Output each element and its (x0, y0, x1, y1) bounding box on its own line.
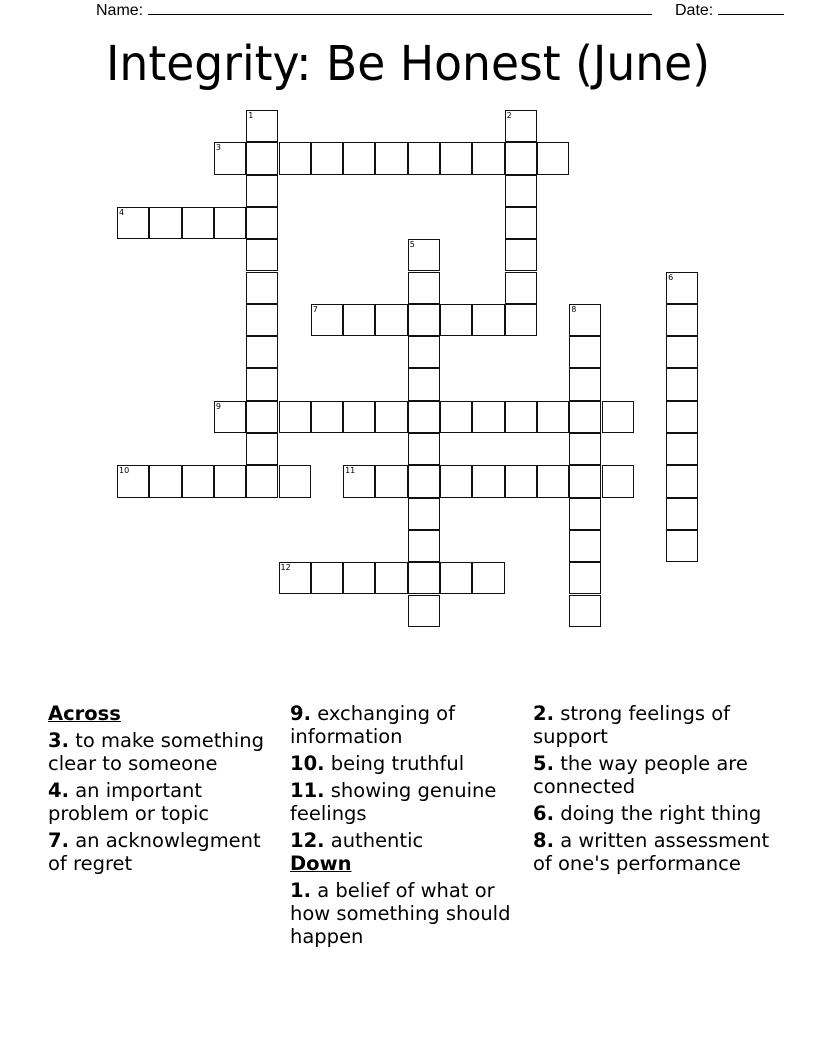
clues-column-1 (48, 702, 283, 879)
grid-cell[interactable] (375, 304, 407, 336)
grid-cell[interactable] (472, 465, 504, 497)
clue-number: 11. (290, 779, 325, 802)
name-blank[interactable] (148, 0, 652, 15)
name-label: Name: (96, 2, 144, 19)
grid-cell[interactable] (602, 401, 634, 433)
clue-across-9 (290, 702, 525, 748)
grid-cell[interactable] (505, 304, 537, 336)
cell-number: 1 (248, 111, 254, 120)
grid-cell[interactable] (666, 465, 698, 497)
grid-cell[interactable] (505, 207, 537, 239)
grid-cell[interactable] (408, 336, 440, 368)
date-blank[interactable] (718, 0, 784, 15)
grid-cell[interactable] (569, 465, 601, 497)
grid-cell[interactable] (408, 142, 440, 174)
grid-cell[interactable] (666, 433, 698, 465)
clue-down-2 (533, 702, 773, 748)
grid-cell[interactable] (408, 433, 440, 465)
grid-cell[interactable] (343, 401, 375, 433)
clue-down-1 (290, 879, 525, 948)
grid-cell[interactable] (505, 465, 537, 497)
grid-cell[interactable] (246, 207, 278, 239)
grid-cell[interactable] (472, 562, 504, 594)
grid-cell[interactable] (246, 336, 278, 368)
grid-cell[interactable] (569, 498, 601, 530)
clues-column-3 (533, 702, 773, 879)
grid-cell[interactable] (375, 562, 407, 594)
cell-number: 7 (312, 304, 318, 314)
clue-number: 8. (533, 829, 554, 852)
clue-number: 4. (48, 779, 69, 802)
grid-cell[interactable] (343, 304, 375, 336)
clue-down-5 (533, 752, 773, 798)
cell-number: 3 (215, 143, 221, 153)
cell-number: 11 (345, 466, 356, 476)
grid-cell[interactable] (246, 110, 278, 142)
clue-text: exchanging of information (290, 702, 455, 748)
across-heading: Across (48, 702, 121, 725)
grid-cell[interactable] (505, 401, 537, 433)
cell-number: 8 (571, 304, 577, 314)
grid-cell[interactable] (440, 401, 472, 433)
clue-across-11 (290, 779, 525, 825)
grid-cell[interactable] (246, 272, 278, 304)
clue-text: showing genuine feelings (290, 779, 497, 825)
clue-across-12 (290, 829, 525, 852)
clue-number: 5. (533, 752, 554, 775)
grid-cell[interactable] (343, 562, 375, 594)
clue-number: 1. (290, 879, 311, 902)
grid-cell[interactable] (408, 465, 440, 497)
grid-cell[interactable] (408, 272, 440, 304)
grid-cell[interactable] (666, 530, 698, 562)
grid-cell[interactable] (569, 336, 601, 368)
clue-across-7 (48, 829, 283, 875)
grid-cell[interactable] (408, 401, 440, 433)
grid-cell[interactable] (440, 304, 472, 336)
grid-cell[interactable] (666, 272, 698, 304)
grid-cell[interactable] (408, 239, 440, 271)
grid-cell[interactable] (537, 401, 569, 433)
grid-cell[interactable] (279, 562, 311, 594)
grid-cell[interactable] (246, 433, 278, 465)
grid-cell[interactable] (311, 562, 343, 594)
grid-cell[interactable] (666, 498, 698, 530)
grid-cell[interactable] (182, 465, 214, 497)
grid-cell[interactable] (408, 498, 440, 530)
grid-cell[interactable] (569, 368, 601, 400)
grid-cell[interactable] (311, 142, 343, 174)
grid-cell[interactable] (408, 368, 440, 400)
clue-number: 10. (290, 752, 325, 775)
grid-cell[interactable] (440, 142, 472, 174)
grid-cell[interactable] (246, 239, 278, 271)
grid-cell[interactable] (246, 401, 278, 433)
clue-down-6 (533, 802, 773, 825)
grid-cell[interactable] (408, 304, 440, 336)
grid-cell[interactable] (246, 465, 278, 497)
clue-across-3 (48, 729, 283, 775)
grid-cell[interactable] (343, 142, 375, 174)
grid-cell[interactable] (214, 465, 246, 497)
clue-number: 2. (533, 702, 554, 725)
grid-cell[interactable] (408, 530, 440, 562)
grid-cell[interactable] (375, 142, 407, 174)
down-heading: Down (290, 852, 352, 875)
grid-cell[interactable] (569, 530, 601, 562)
grid-cell[interactable] (472, 401, 504, 433)
grid-cell[interactable] (279, 401, 311, 433)
grid-cell[interactable] (505, 110, 537, 142)
grid-cell[interactable] (311, 304, 343, 336)
clue-number: 3. (48, 729, 69, 752)
clue-text: authentic (330, 829, 424, 852)
grid-cell[interactable] (505, 175, 537, 207)
clue-text: doing the right thing (560, 802, 762, 825)
grid-cell[interactable] (343, 465, 375, 497)
clues-column-2 (290, 702, 525, 952)
grid-cell[interactable] (214, 142, 246, 174)
grid-cell[interactable] (666, 401, 698, 433)
grid-cell[interactable] (569, 433, 601, 465)
crossword-grid (117, 110, 717, 640)
clue-text: to make something clear to someone (48, 729, 264, 775)
grid-cell[interactable] (440, 562, 472, 594)
cell-number: 4 (119, 207, 125, 217)
clue-across-4 (48, 779, 283, 825)
grid-cell[interactable] (279, 142, 311, 174)
clue-text: a belief of what or how something should happen (290, 879, 511, 948)
cell-number: 5 (409, 240, 415, 250)
grid-cell[interactable] (246, 304, 278, 336)
grid-cell[interactable] (375, 465, 407, 497)
grid-cell[interactable] (505, 272, 537, 304)
clue-text: an important problem or topic (48, 779, 210, 825)
grid-cell[interactable] (246, 368, 278, 400)
grid-cell[interactable] (537, 465, 569, 497)
grid-cell[interactable] (602, 465, 634, 497)
grid-cell[interactable] (666, 368, 698, 400)
grid-cell[interactable] (472, 304, 504, 336)
cell-number: 9 (215, 401, 221, 411)
cell-number: 2 (506, 111, 512, 120)
date-label: Date: (675, 2, 714, 19)
clue-number: 9. (290, 702, 311, 725)
grid-cell[interactable] (505, 239, 537, 271)
page-title: Integrity: Be Honest (June) (105, 36, 711, 92)
grid-cell[interactable] (182, 207, 214, 239)
grid-cell[interactable] (505, 142, 537, 174)
grid-cell[interactable] (569, 401, 601, 433)
clue-number: 12. (290, 829, 325, 852)
grid-cell[interactable] (472, 142, 504, 174)
grid-cell[interactable] (246, 175, 278, 207)
grid-cell[interactable] (569, 562, 601, 594)
grid-cell[interactable] (666, 336, 698, 368)
cell-number: 10 (119, 466, 130, 476)
grid-cell[interactable] (569, 595, 601, 627)
grid-cell[interactable] (246, 142, 278, 174)
grid-cell[interactable] (311, 401, 343, 433)
grid-cell[interactable] (149, 207, 181, 239)
clue-across-10 (290, 752, 525, 775)
cell-number: 6 (668, 272, 674, 282)
clue-number: 7. (48, 829, 69, 852)
name-field[interactable] (96, 0, 652, 20)
clue-text: a written assessment of one's performance (533, 829, 770, 875)
clue-text: strong feelings of support (533, 702, 731, 748)
grid-cell[interactable] (279, 465, 311, 497)
clue-down-8 (533, 829, 773, 875)
grid-cell[interactable] (569, 304, 601, 336)
grid-cell[interactable] (408, 562, 440, 594)
grid-cell[interactable] (149, 465, 181, 497)
clue-number: 6. (533, 802, 554, 825)
clue-text: the way people are connected (533, 752, 748, 798)
date-field[interactable] (675, 0, 784, 20)
grid-cell[interactable] (440, 465, 472, 497)
grid-cell[interactable] (375, 401, 407, 433)
clue-text: being truthful (330, 752, 465, 775)
grid-cell[interactable] (666, 304, 698, 336)
cell-number: 12 (280, 563, 291, 573)
clue-text: an acknowlegment of regret (48, 829, 261, 875)
grid-cell[interactable] (117, 207, 149, 239)
grid-cell[interactable] (214, 207, 246, 239)
grid-cell[interactable] (214, 401, 246, 433)
grid-cell[interactable] (117, 465, 149, 497)
grid-cell[interactable] (408, 595, 440, 627)
grid-cell[interactable] (537, 142, 569, 174)
